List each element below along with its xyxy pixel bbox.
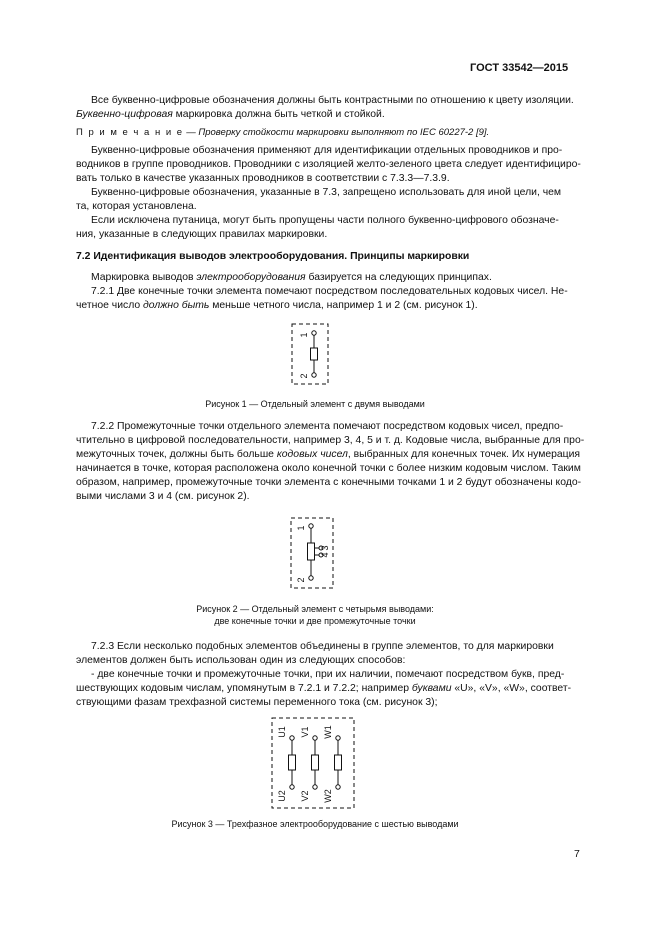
s722-a: межуточных точек, должны быть больше — [76, 449, 277, 460]
section-intro-a: Маркировка выводов — [91, 272, 197, 283]
fig2-resistor — [308, 543, 315, 560]
s722-c: , выбранных для конечных точек. Их нумерация — [347, 449, 581, 460]
s722-line-2: чтительно в цифровой последовательности, например 3, 4, 5 и т. д. Кодовые числа, выбранные для про- — [76, 435, 585, 446]
note — [76, 126, 489, 139]
fig3-label-u2: U2 — [277, 790, 287, 802]
s723-a: шествующих кодовым числам, упомянутым в 7.2.1 и 7.2.2; например — [76, 683, 412, 694]
fig3-label-w1: W1 — [323, 725, 333, 739]
para1-line-2: водников в группе проводников. Проводники с изоляцией желто-зеленого цвета следует идентифициро- — [76, 159, 581, 170]
intro-line-1: Все буквенно-цифровые обозначения должны быть контрастными по отношению к цвету изоляции. — [91, 95, 574, 106]
fig1-resistor — [311, 348, 318, 360]
page-number: 7 — [574, 848, 580, 860]
s722-line-6: выми числами 3 и 4 (см. рисунок 2). — [76, 491, 250, 502]
fig2-label-2: 2 — [296, 577, 306, 583]
s723-line-4 — [76, 682, 571, 695]
fig1-label-2: 2 — [299, 373, 309, 379]
fig3-label-v2: V2 — [300, 790, 310, 802]
s722-b: кодовых чисел — [276, 449, 348, 460]
fig1-label-1: 1 — [299, 332, 309, 338]
figure-2-caption-1: Рисунок 2 — Отдельный элемент с четырьмя выводами: — [196, 604, 434, 614]
fig1-terminal-1 — [312, 331, 316, 335]
figure-2-diagram — [287, 516, 337, 590]
fig3-terminal-u1 — [290, 736, 294, 740]
section-intro-c: базируется на следующих принципах. — [305, 272, 492, 283]
s723-line-2: элементов должен быть использован один из следующих способов: — [76, 655, 406, 666]
fig3-label-u1: U1 — [277, 726, 287, 738]
fig2-label-3: 3 — [320, 545, 330, 551]
fig3-terminal-v1 — [313, 736, 317, 740]
s723-b: буквами — [411, 683, 452, 694]
s722-line-5: образом, например, промежуточные точки элемента с конечными точками 1 и 2 будут обозначены кодо- — [76, 477, 582, 488]
s723-line-3: - две конечные точки и промежуточные точки, при их наличии, помечают посредством букв, пред- — [91, 669, 565, 680]
fig3-terminal-v2 — [313, 785, 317, 789]
alnum-term: Буквенно-цифровая — [76, 109, 173, 120]
section-heading: 7.2 Идентификация выводов электрооборудования. Принципы маркировки — [76, 251, 470, 262]
s722-line-4: начинается в точке, которая расположена около конечной точки с более низким кодовым числом. Таким — [76, 463, 581, 474]
fig3-resistor-v — [312, 755, 319, 770]
s721-line-1: 7.2.1 Две конечные точки элемента помечают посредством последовательных кодовых чисел. Не- — [91, 286, 568, 297]
figure-3-caption: Рисунок 3 — Трехфазное электрооборудование с шестью выводами — [171, 819, 459, 829]
figure-3-diagram — [268, 716, 358, 810]
para1-line-3: вать только в качестве указанных проводников в соответствии с 7.3.3—7.3.9. — [76, 173, 450, 184]
note-label: П р и м е ч а н и е — [76, 127, 184, 138]
figure-2-caption-2: две конечные точки и две промежуточные точки — [214, 616, 416, 626]
para3-line-1: Если исключена путаница, могут быть пропущены части полного буквенно-цифрового обозначе- — [91, 215, 559, 226]
fig3-resistor-w — [335, 755, 342, 770]
s721-b: должно быть — [143, 300, 210, 311]
para2-line-1: Буквенно-цифровые обозначения, указанные в 7.3, запрещено использовать для иной цели, чем — [91, 187, 562, 198]
intro-line-2 — [76, 108, 385, 121]
s722-line-3 — [76, 448, 580, 461]
intro-line-2-rest: маркировка должна быть четкой и стойкой. — [172, 109, 385, 120]
fig3-resistor-u — [289, 755, 296, 770]
document-number: ГОСТ 33542—2015 — [470, 62, 569, 74]
para3-line-2: ния, указанные в следующих правилах маркировки. — [76, 229, 328, 240]
fig2-terminal-1 — [309, 524, 313, 528]
figure-1-caption: Рисунок 1 — Отдельный элемент с двумя выводами — [205, 399, 425, 409]
figure-1-diagram — [288, 322, 332, 386]
fig1-terminal-2 — [312, 373, 316, 377]
fig2-label-1: 1 — [296, 525, 306, 531]
note-text: — Проверку стойкости маркировки выполняют по IEC 60227-2 [9]. — [183, 127, 490, 138]
fig3-label-v1: V1 — [300, 726, 310, 738]
s723-line-1: 7.2.3 Если несколько подобных элементов объединены в группе элементов, то для маркировки — [91, 641, 554, 652]
fig2-terminal-2 — [309, 576, 313, 580]
s723-c: «U», «V», «W», соответ- — [451, 683, 572, 694]
s723-line-5: ствующими фазам трехфазной системы переменного тока (см. рисунок 3); — [76, 697, 438, 708]
section-intro-b: электрооборудования — [196, 272, 306, 283]
para1-line-1: Буквенно-цифровые обозначения применяют для идентификации отдельных проводников и про- — [91, 145, 563, 156]
s721-a: четное число — [76, 300, 144, 311]
fig3-terminal-w1 — [336, 736, 340, 740]
fig3-terminal-w2 — [336, 785, 340, 789]
s721-c: меньше четного числа, например 1 и 2 (см. рисунок 1). — [209, 300, 478, 311]
para2-line-2: та, которая установлена. — [76, 201, 197, 212]
s722-line-1: 7.2.2 Промежуточные точки отдельного элемента помечают посредством кодовых чисел, предпо- — [91, 421, 564, 432]
fig3-terminal-u2 — [290, 785, 294, 789]
fig3-label-w2: W2 — [323, 789, 333, 803]
section-intro — [91, 271, 492, 284]
s721-line-2 — [76, 299, 478, 312]
fig2-label-4: 4 — [320, 552, 330, 558]
